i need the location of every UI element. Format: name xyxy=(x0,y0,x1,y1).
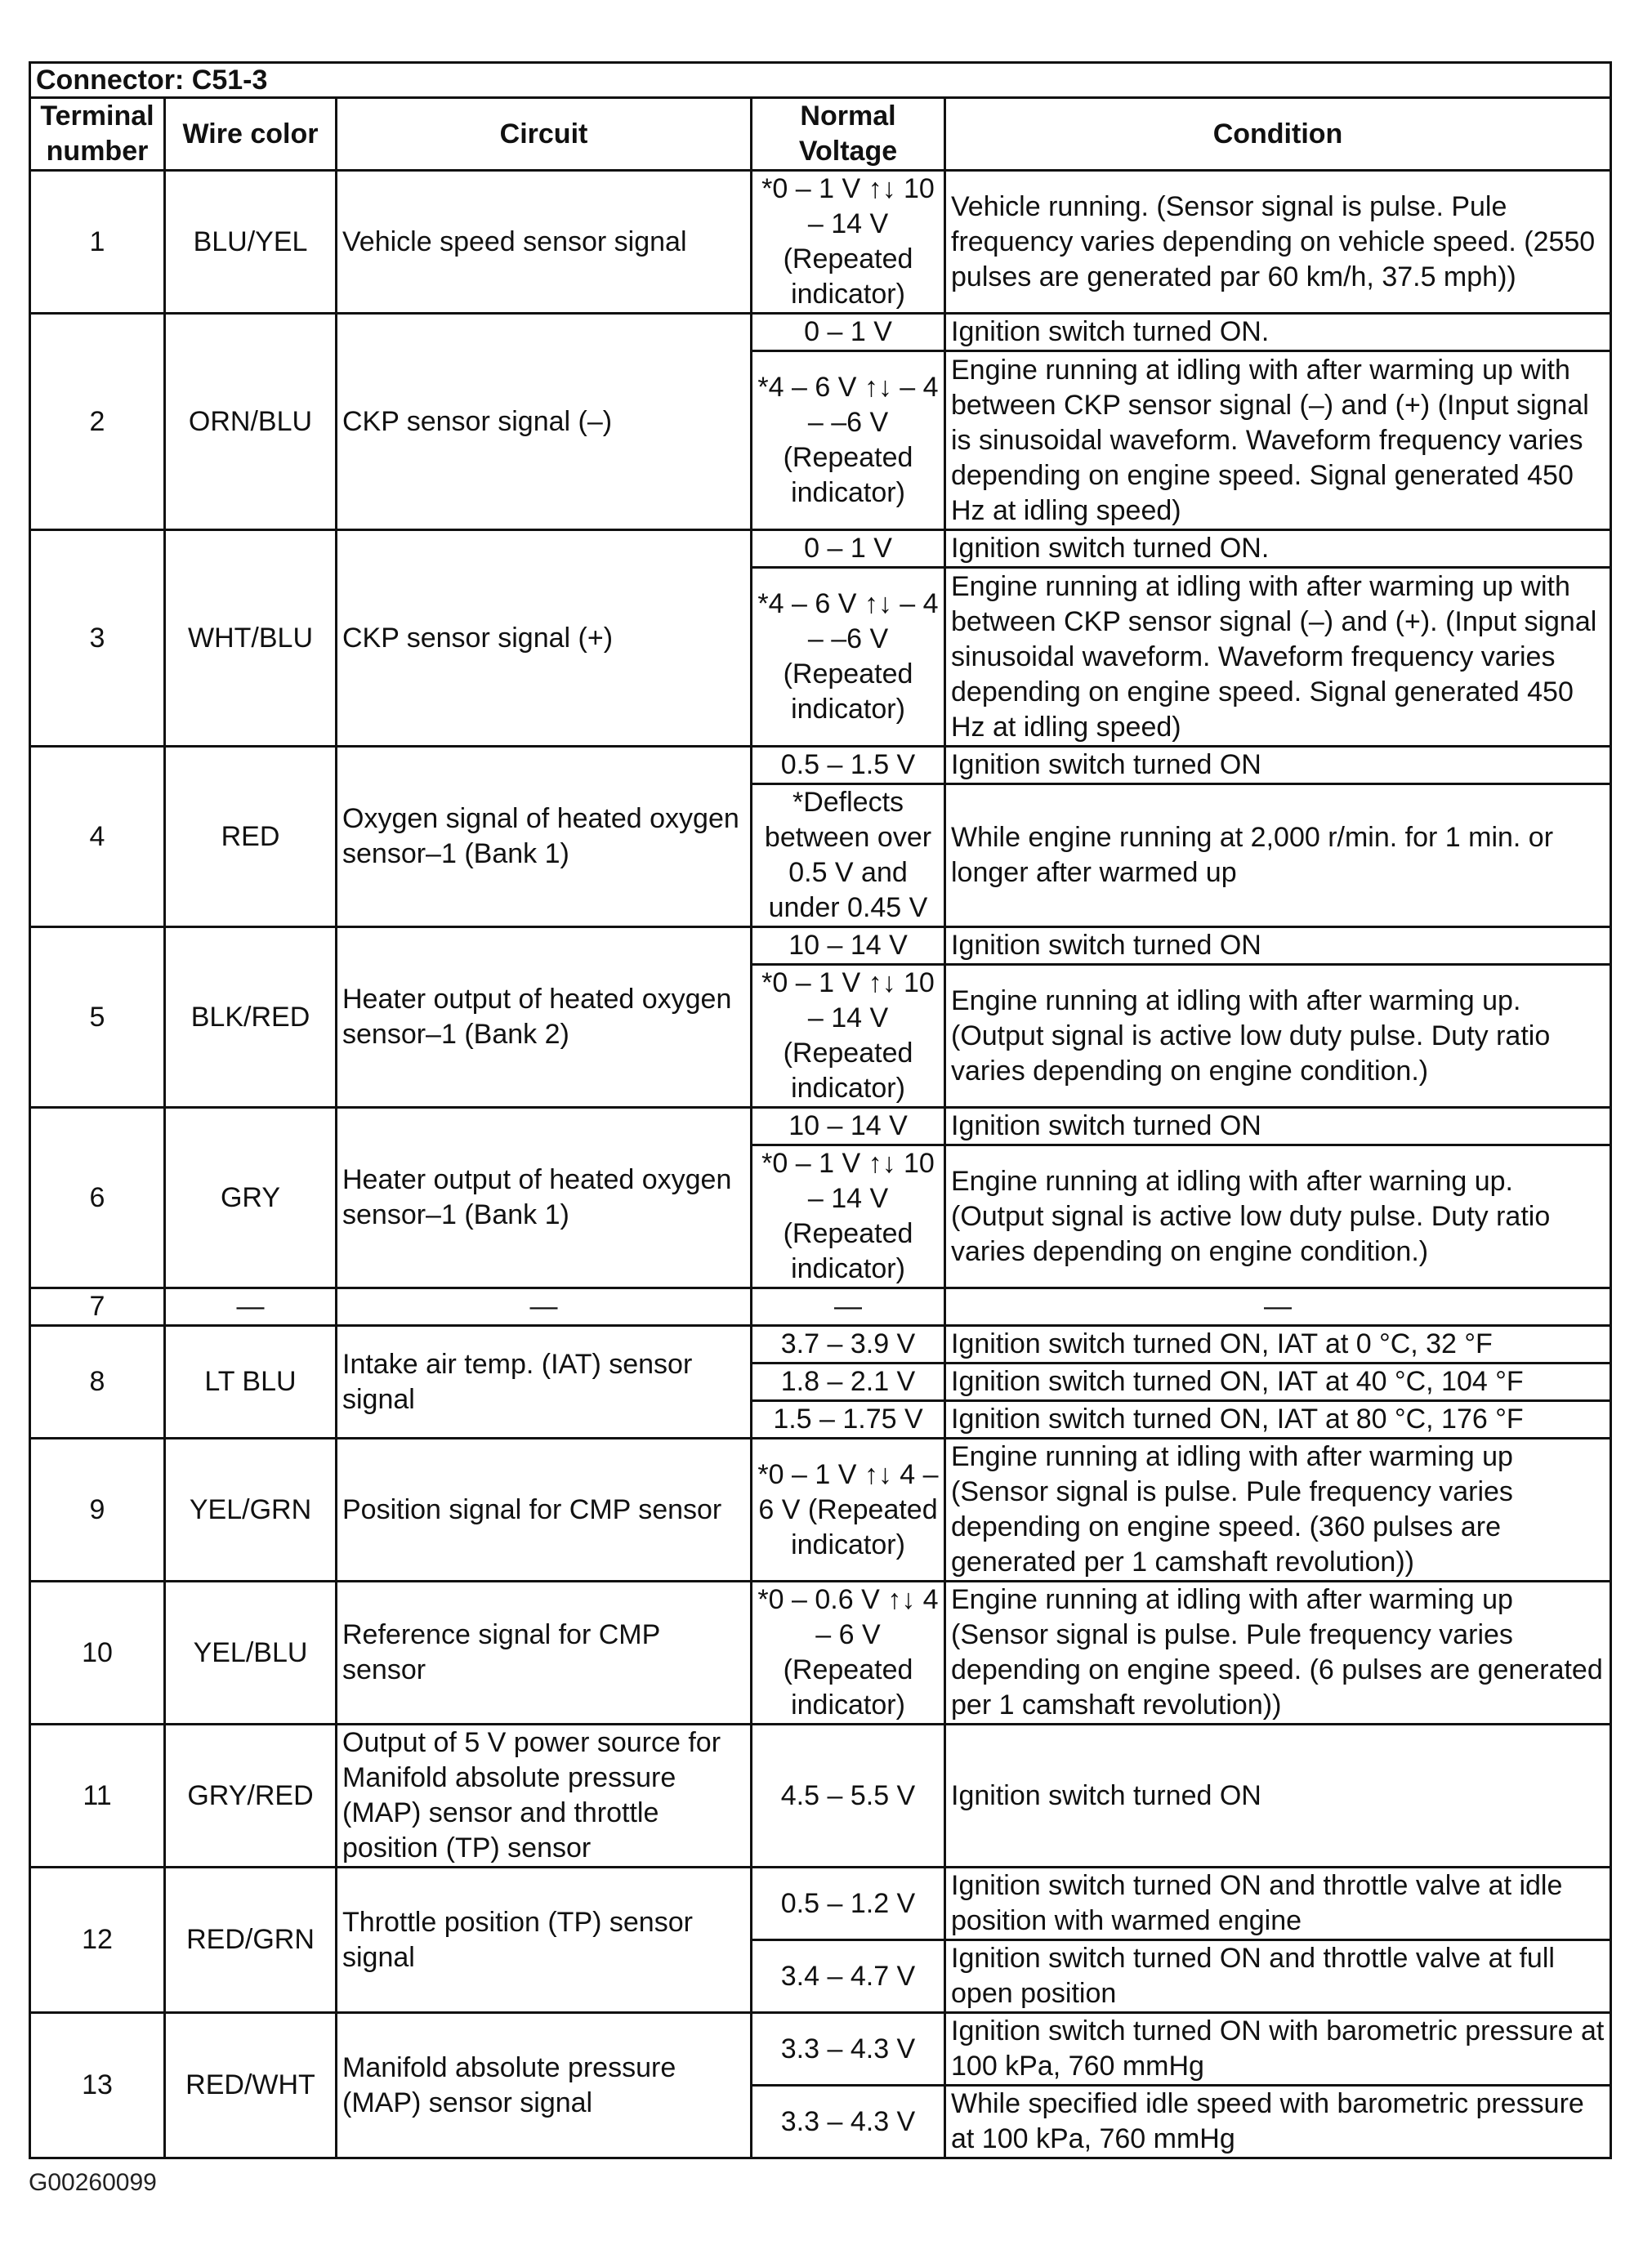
normal-voltage-cell: 4.5 – 5.5 V xyxy=(752,1725,945,1868)
condition-cell: Ignition switch turned ON, IAT at 80 °C, 176 °F xyxy=(945,1401,1611,1439)
normal-voltage-cell: *4 – 6 V ↑↓ – 4 – –6 V (Repeated indicator) xyxy=(752,351,945,530)
wire-color-cell: BLK/RED xyxy=(165,927,337,1108)
circuit-cell: Throttle position (TP) sensor signal xyxy=(337,1868,752,2013)
condition-cell: — xyxy=(945,1288,1611,1326)
wire-color-cell: GRY/RED xyxy=(165,1725,337,1868)
header-circuit: Circuit xyxy=(337,98,752,171)
circuit-cell: Heater output of heated oxygen sensor–1 (Bank 2) xyxy=(337,927,752,1108)
table-row xyxy=(30,747,1611,784)
header-wire-color: Wire color xyxy=(165,98,337,171)
wire-color-cell: ORN/BLU xyxy=(165,314,337,530)
table-row xyxy=(30,530,1611,568)
normal-voltage-cell: *0 – 1 V ↑↓ 4 – 6 V (Repeated indicator) xyxy=(752,1439,945,1582)
normal-voltage-cell: — xyxy=(752,1288,945,1326)
wire-color-cell: RED xyxy=(165,747,337,927)
wire-color-cell: WHT/BLU xyxy=(165,530,337,747)
circuit-cell: Reference signal for CMP sensor xyxy=(337,1582,752,1725)
condition-cell: Ignition switch turned ON xyxy=(945,1108,1611,1145)
header-normal-voltage: Normal Voltage xyxy=(752,98,945,171)
table-body xyxy=(30,171,1611,2158)
header-condition: Condition xyxy=(945,98,1611,171)
terminal-number-cell: 12 xyxy=(30,1868,165,2013)
terminal-number-cell: 6 xyxy=(30,1108,165,1288)
table-row xyxy=(30,1439,1611,1582)
table-row xyxy=(30,1108,1611,1145)
condition-cell: Engine running at idling with after warming up. (Output signal is active low duty pulse. Duty ratio varies depending on engine condition.) xyxy=(945,965,1611,1108)
terminal-number-cell: 13 xyxy=(30,2013,165,2158)
condition-cell: Ignition switch turned ON, IAT at 0 °C, 32 °F xyxy=(945,1326,1611,1364)
terminal-number-cell: 2 xyxy=(30,314,165,530)
circuit-cell: Heater output of heated oxygen sensor–1 (Bank 1) xyxy=(337,1108,752,1288)
wire-color-cell: YEL/GRN xyxy=(165,1439,337,1582)
circuit-cell: Position signal for CMP sensor xyxy=(337,1439,752,1582)
circuit-cell: Vehicle speed sensor signal xyxy=(337,171,752,314)
connector-pinout-table xyxy=(29,61,1612,2159)
terminal-number-cell: 9 xyxy=(30,1439,165,1582)
normal-voltage-cell: 10 – 14 V xyxy=(752,927,945,965)
circuit-cell: Intake air temp. (IAT) sensor signal xyxy=(337,1326,752,1439)
condition-cell: Engine running at idling with after warming up with between CKP sensor signal (–) and (+). (Input signal sinusoidal waveform. Waveform frequency varies depending on engine speed. Signal generated 450 Hz at idling speed) xyxy=(945,568,1611,747)
terminal-number-cell: 7 xyxy=(30,1288,165,1326)
terminal-number-cell: 11 xyxy=(30,1725,165,1868)
table-row xyxy=(30,314,1611,351)
terminal-number-cell: 3 xyxy=(30,530,165,747)
normal-voltage-cell: 3.7 – 3.9 V xyxy=(752,1326,945,1364)
table-row xyxy=(30,927,1611,965)
normal-voltage-cell: 3.3 – 4.3 V xyxy=(752,2086,945,2158)
condition-cell: Engine running at idling with after warming up with between CKP sensor signal (–) and (+) (Input signal is sinusoidal waveform. Waveform frequency varies depending on engine speed. Signal generated 450 Hz at idling speed) xyxy=(945,351,1611,530)
figure-code: G00260099 xyxy=(29,2169,157,2196)
normal-voltage-cell: 1.5 – 1.75 V xyxy=(752,1401,945,1439)
condition-cell: Ignition switch turned ON and throttle valve at idle position with warmed engine xyxy=(945,1868,1611,1940)
wire-color-cell: YEL/BLU xyxy=(165,1582,337,1725)
wire-color-cell: LT BLU xyxy=(165,1326,337,1439)
normal-voltage-cell: *4 – 6 V ↑↓ – 4 – –6 V (Repeated indicator) xyxy=(752,568,945,747)
normal-voltage-cell: 3.4 – 4.7 V xyxy=(752,1940,945,2013)
condition-cell: Ignition switch turned ON xyxy=(945,1725,1611,1868)
condition-cell: Engine running at idling with after warming up (Sensor signal is pulse. Pule frequency varies depending on engine speed. (6 pulses are generated per 1 camshaft revolution)) xyxy=(945,1582,1611,1725)
normal-voltage-cell: 0 – 1 V xyxy=(752,314,945,351)
normal-voltage-cell: *0 – 0.6 V ↑↓ 4 – 6 V (Repeated indicator) xyxy=(752,1582,945,1725)
condition-cell: Engine running at idling with after warning up. (Output signal is active low duty pulse. Duty ratio varies depending on engine condition.) xyxy=(945,1145,1611,1288)
normal-voltage-cell: *0 – 1 V ↑↓ 10 – 14 V (Repeated indicator) xyxy=(752,1145,945,1288)
wire-color-cell: — xyxy=(165,1288,337,1326)
wire-color-cell: BLU/YEL xyxy=(165,171,337,314)
circuit-cell: — xyxy=(337,1288,752,1326)
table-row xyxy=(30,1288,1611,1326)
header-terminal-number: Terminal number xyxy=(30,98,165,171)
table-row xyxy=(30,1725,1611,1868)
table-row xyxy=(30,1326,1611,1364)
circuit-cell: CKP sensor signal (–) xyxy=(337,314,752,530)
table-row xyxy=(30,171,1611,314)
terminal-number-cell: 5 xyxy=(30,927,165,1108)
condition-cell: Ignition switch turned ON. xyxy=(945,314,1611,351)
terminal-number-cell: 10 xyxy=(30,1582,165,1725)
normal-voltage-cell: 0.5 – 1.2 V xyxy=(752,1868,945,1940)
condition-cell: Ignition switch turned ON xyxy=(945,747,1611,784)
connector-label: Connector: C51-3 xyxy=(30,63,1611,98)
normal-voltage-cell: *0 – 1 V ↑↓ 10 – 14 V (Repeated indicator) xyxy=(752,965,945,1108)
condition-cell: Ignition switch turned ON xyxy=(945,927,1611,965)
normal-voltage-cell: *Deflects between over 0.5 V and under 0.45 V xyxy=(752,784,945,927)
normal-voltage-cell: 0.5 – 1.5 V xyxy=(752,747,945,784)
condition-cell: While engine running at 2,000 r/min. for 1 min. or longer after warmed up xyxy=(945,784,1611,927)
condition-cell: Vehicle running. (Sensor signal is pulse. Pule frequency varies depending on vehicle speed. (2550 pulses are generated par 60 km/h, 37.5 mph)) xyxy=(945,171,1611,314)
table-row xyxy=(30,2013,1611,2086)
terminal-number-cell: 8 xyxy=(30,1326,165,1439)
wire-color-cell: GRY xyxy=(165,1108,337,1288)
table-row xyxy=(30,1582,1611,1725)
condition-cell: Ignition switch turned ON, IAT at 40 °C, 104 °F xyxy=(945,1364,1611,1401)
circuit-cell: Manifold absolute pressure (MAP) sensor signal xyxy=(337,2013,752,2158)
condition-cell: Ignition switch turned ON with barometric pressure at 100 kPa, 760 mmHg xyxy=(945,2013,1611,2086)
circuit-cell: Output of 5 V power source for Manifold absolute pressure (MAP) sensor and throttle position (TP) sensor xyxy=(337,1725,752,1868)
wire-color-cell: RED/WHT xyxy=(165,2013,337,2158)
normal-voltage-cell: 1.8 – 2.1 V xyxy=(752,1364,945,1401)
circuit-cell: Oxygen signal of heated oxygen sensor–1 (Bank 1) xyxy=(337,747,752,927)
table-row xyxy=(30,1868,1611,1940)
normal-voltage-cell: *0 – 1 V ↑↓ 10 – 14 V (Repeated indicator) xyxy=(752,171,945,314)
terminal-number-cell: 1 xyxy=(30,171,165,314)
normal-voltage-cell: 10 – 14 V xyxy=(752,1108,945,1145)
wire-color-cell: RED/GRN xyxy=(165,1868,337,2013)
normal-voltage-cell: 3.3 – 4.3 V xyxy=(752,2013,945,2086)
condition-cell: Ignition switch turned ON and throttle valve at full open position xyxy=(945,1940,1611,2013)
condition-cell: Ignition switch turned ON. xyxy=(945,530,1611,568)
normal-voltage-cell: 0 – 1 V xyxy=(752,530,945,568)
terminal-number-cell: 4 xyxy=(30,747,165,927)
connector-table-container xyxy=(29,61,1610,2159)
condition-cell: Engine running at idling with after warming up (Sensor signal is pulse. Pule frequency varies depending on engine speed. (360 pulses are generated per 1 camshaft revolution)) xyxy=(945,1439,1611,1582)
condition-cell: While specified idle speed with barometric pressure at 100 kPa, 760 mmHg xyxy=(945,2086,1611,2158)
circuit-cell: CKP sensor signal (+) xyxy=(337,530,752,747)
